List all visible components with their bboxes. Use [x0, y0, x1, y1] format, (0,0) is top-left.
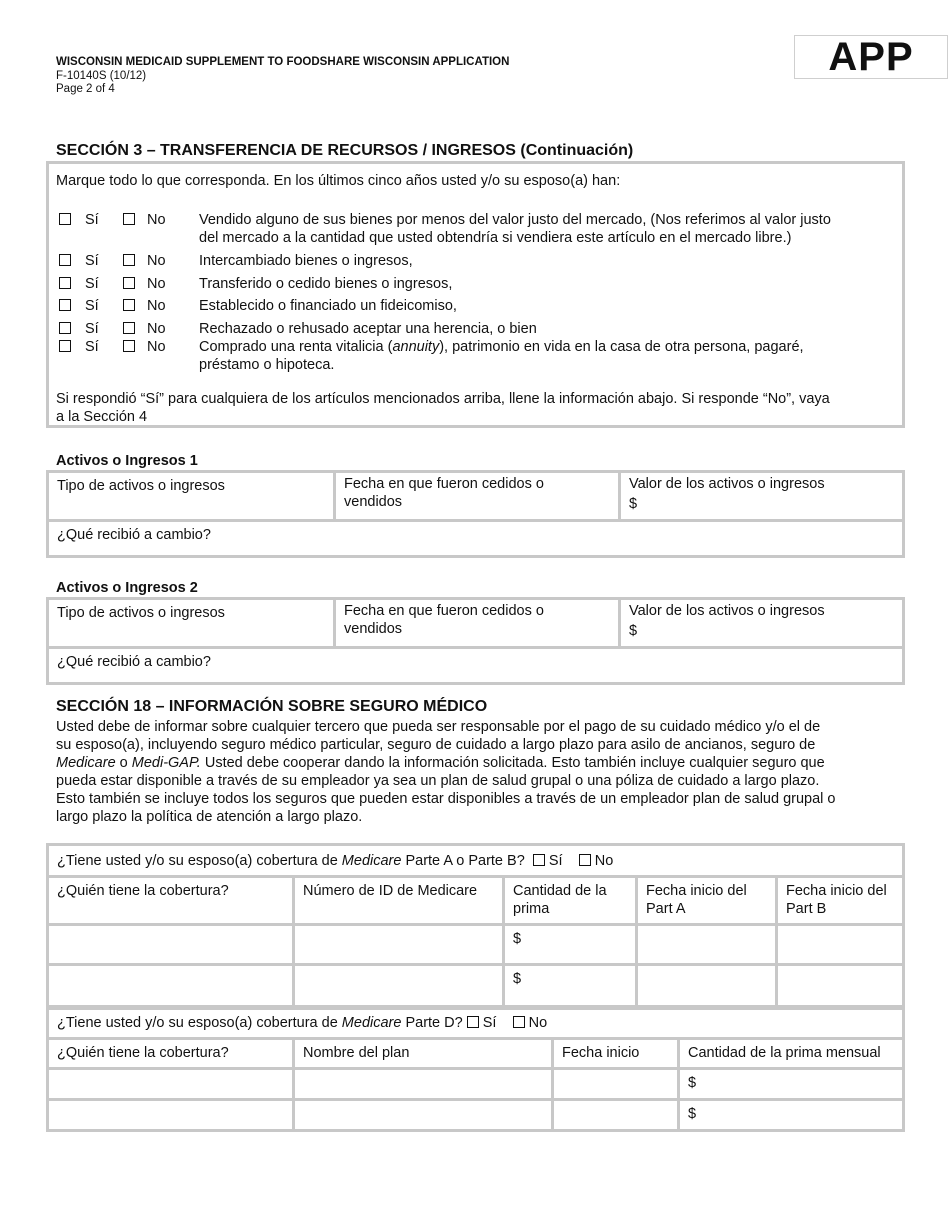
- currency-symbol: $: [629, 496, 638, 512]
- asset-type-label: Tipo de activos o ingresos: [57, 605, 225, 621]
- section3-box: [46, 161, 905, 428]
- yes-checkbox[interactable]: [59, 340, 71, 352]
- asset-type-field[interactable]: [48, 472, 335, 521]
- asset-received-field[interactable]: [48, 521, 904, 557]
- section3-footer: Si respondió “Sí” para cualquiera de los artículos mencionados arriba, llene la información abajo. Si responde “No”, vaya a la Sección 4: [56, 391, 830, 425]
- no-label: No: [147, 253, 166, 269]
- page-number: Page 2 of 4: [56, 83, 115, 95]
- yes-label: Sí: [482, 1015, 497, 1031]
- yes-label: Sí: [85, 321, 99, 337]
- asset-type-label: Tipo de activos o ingresos: [57, 478, 225, 494]
- coverage-holder-input[interactable]: [48, 965, 294, 1009]
- no-label: No: [528, 1015, 548, 1031]
- question-text: Transferido o cedido bienes o ingresos,: [199, 276, 453, 292]
- premium-input[interactable]: [504, 925, 637, 965]
- question-text: Establecido o financiado un fideicomiso,: [199, 298, 457, 314]
- assets-1-title: Activos o Ingresos 1: [56, 453, 198, 469]
- medicare-id-input[interactable]: [294, 925, 504, 965]
- currency-symbol: $: [513, 931, 522, 947]
- no-checkbox[interactable]: [123, 340, 135, 352]
- monthly-premium-input[interactable]: [679, 1069, 904, 1100]
- section3-instruction: Marque todo lo que corresponda. En los últimos cinco años usted y/o su esposo(a) han:: [56, 173, 621, 189]
- column-header: ¿Quién tiene la cobertura?: [48, 877, 294, 925]
- yes-checkbox[interactable]: [59, 277, 71, 289]
- question-row: [59, 320, 899, 338]
- currency-symbol: $: [688, 1106, 697, 1122]
- coverage-holder-input[interactable]: [48, 1069, 294, 1100]
- medicare-ab-table: [46, 843, 905, 1010]
- no-label: No: [147, 298, 166, 314]
- asset-value-field[interactable]: [620, 472, 904, 521]
- question-text: Intercambiado bienes o ingresos,: [199, 253, 413, 269]
- form-header: [56, 56, 509, 97]
- assets-2-title: Activos o Ingresos 2: [56, 580, 198, 596]
- no-label: No: [147, 212, 166, 228]
- section3-title: SECCIÓN 3 – TRANSFERENCIA DE RECURSOS / INGRESOS (Continuación): [56, 142, 634, 159]
- premium-input[interactable]: [504, 965, 637, 1009]
- part-a-start-input[interactable]: [637, 925, 777, 965]
- question-row: [59, 338, 899, 374]
- no-label: No: [147, 321, 166, 337]
- column-header: Número de ID de Medicare: [294, 877, 504, 925]
- no-label: No: [147, 339, 166, 355]
- column-header: Fecha inicio del Part A: [637, 877, 777, 925]
- asset-received-label: ¿Qué recibió a cambio?: [57, 527, 211, 543]
- currency-symbol: $: [629, 623, 638, 639]
- yes-label: Sí: [85, 339, 99, 355]
- asset-date-label: vendidos: [344, 621, 403, 637]
- yes-checkbox[interactable]: [59, 254, 71, 266]
- asset-value-label: Valor de los activos o ingresos: [629, 476, 825, 492]
- asset-received-field[interactable]: [48, 648, 904, 684]
- asset-date-label: Fecha en que fueron cedidos o: [344, 603, 544, 619]
- no-label: No: [147, 276, 166, 292]
- yes-label: Sí: [85, 298, 99, 314]
- yes-checkbox[interactable]: [59, 322, 71, 334]
- assets-2-table: [46, 597, 905, 685]
- section18-title: SECCIÓN 18 – INFORMACIÓN SOBRE SEGURO MÉDICO: [56, 698, 488, 715]
- asset-date-field[interactable]: [335, 599, 620, 648]
- question-row: [59, 297, 899, 315]
- column-header: Fecha inicio: [553, 1039, 679, 1069]
- question-text: Vendido alguno de sus bienes por menos del valor justo del mercado, (Nos referimos al valor justo del mercado a la cantidad que usted obtendría si vendiera este artículo en el mercado libre.): [199, 212, 831, 246]
- medicare-ab-yes-checkbox[interactable]: [533, 854, 545, 866]
- coverage-holder-input[interactable]: [48, 925, 294, 965]
- plan-name-input[interactable]: [294, 1069, 553, 1100]
- part-a-start-input[interactable]: [637, 965, 777, 1009]
- medicare-ab-no-checkbox[interactable]: [579, 854, 591, 866]
- currency-symbol: $: [513, 971, 522, 987]
- part-b-start-input[interactable]: [777, 965, 904, 1009]
- medicare-d-no-checkbox[interactable]: [513, 1016, 525, 1028]
- medicare-id-input[interactable]: [294, 965, 504, 1009]
- plan-name-input[interactable]: [294, 1100, 553, 1131]
- no-label: No: [594, 853, 614, 869]
- column-header: ¿Quién tiene la cobertura?: [48, 1039, 294, 1069]
- asset-date-label: Fecha en que fueron cedidos o: [344, 476, 544, 492]
- column-header: Cantidad de la prima mensual: [679, 1039, 904, 1069]
- yes-label: Sí: [85, 212, 99, 228]
- medicare-d-yes-checkbox[interactable]: [467, 1016, 479, 1028]
- no-checkbox[interactable]: [123, 299, 135, 311]
- question-text: Comprado una renta vitalicia (annuity), patrimonio en vida en la casa de otra persona, pagaré, préstamo o hipoteca.: [199, 339, 804, 373]
- question-row: [59, 211, 899, 247]
- no-checkbox[interactable]: [123, 322, 135, 334]
- start-date-input[interactable]: [553, 1069, 679, 1100]
- asset-value-label: Valor de los activos o ingresos: [629, 603, 825, 619]
- no-checkbox[interactable]: [123, 254, 135, 266]
- section18-paragraph: Usted debe de informar sobre cualquier tercero que pueda ser responsable por el pago de su cuidado médico y/o el de su esposo(a), incluyendo seguro médico particular, seguro de cuidado a largo plazo para asilo de ancianos, seguro de Medicare o Medi-GAP. Usted debe cooperar dando la información solicitada. Esto también incluye cualquier seguro que pueda estar disponible a través de su empleador ya sea un plan de salud grupal o una póliza de cuidado a largo plazo. Esto también se incluye todos los seguros que pueden estar disponibles a través de un empleador plan de salud grupal o largo plazo la política de atención a largo plazo.: [56, 719, 836, 825]
- column-header: Nombre del plan: [294, 1039, 553, 1069]
- app-badge: APP: [794, 35, 948, 79]
- yes-checkbox[interactable]: [59, 299, 71, 311]
- medicare-ab-question: ¿Tiene usted y/o su esposo(a) cobertura de Medicare Parte A o Parte B? Sí No: [48, 845, 904, 877]
- monthly-premium-input[interactable]: [679, 1100, 904, 1131]
- yes-label: Sí: [85, 253, 99, 269]
- asset-date-field[interactable]: [335, 472, 620, 521]
- no-checkbox[interactable]: [123, 277, 135, 289]
- asset-value-field[interactable]: [620, 599, 904, 648]
- column-header: Fecha inicio del Part B: [777, 877, 904, 925]
- question-row: [59, 275, 899, 293]
- asset-received-label: ¿Qué recibió a cambio?: [57, 654, 211, 670]
- assets-1-table: [46, 470, 905, 558]
- part-b-start-input[interactable]: [777, 925, 904, 965]
- yes-checkbox[interactable]: [59, 213, 71, 225]
- asset-type-field[interactable]: [48, 599, 335, 648]
- asset-date-label: vendidos: [344, 494, 403, 510]
- no-checkbox[interactable]: [123, 213, 135, 225]
- column-header: Cantidad de la prima: [504, 877, 637, 925]
- medicare-d-question: ¿Tiene usted y/o su esposo(a) cobertura de Medicare Parte D? Sí No: [48, 1007, 904, 1039]
- question-row: [59, 252, 899, 270]
- medicare-d-table: [46, 1005, 905, 1132]
- yes-label: Sí: [548, 853, 563, 869]
- currency-symbol: $: [688, 1075, 697, 1091]
- coverage-holder-input[interactable]: [48, 1100, 294, 1131]
- yes-label: Sí: [85, 276, 99, 292]
- question-text: Rechazado o rehusado aceptar una herencia, o bien: [199, 321, 537, 337]
- start-date-input[interactable]: [553, 1100, 679, 1131]
- form-title: WISCONSIN MEDICAID SUPPLEMENT TO FOODSHARE WISCONSIN APPLICATION: [56, 56, 510, 68]
- form-id: F-10140S (10/12): [56, 69, 147, 82]
